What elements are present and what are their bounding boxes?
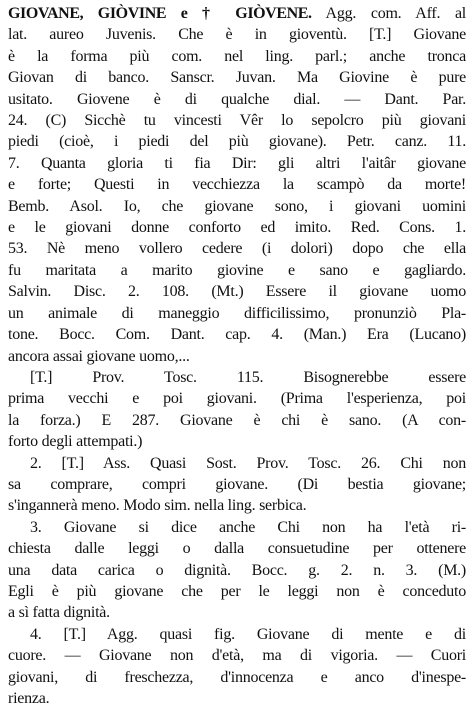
entry-line-14: Salvin. Disc. 2. 108. (Mt.) Essere il giovane uomo bbox=[8, 283, 466, 301]
entry-line-22: 2. [T.] Ass. Quasi Sost. Prov. Tosc. 26. Chi non bbox=[30, 454, 466, 472]
entry-line-16: tone. Bocc. Com. Dant. cap. 4. (Man.) Era (Lucano) bbox=[8, 326, 466, 344]
entry-line-29: a sì fatta dignità. bbox=[8, 604, 110, 622]
entry-line-28: Egli è più giovane che per le leggi non è conceduto bbox=[8, 582, 466, 600]
entry-line-11: e le giovani donne conforto ed imito. Red. Cons. 1. bbox=[8, 219, 466, 237]
entry-line-21: forto degli attempati.) bbox=[8, 433, 143, 451]
entry-line-1-text: Agg. com. Aff. al bbox=[325, 5, 466, 22]
entry-line-20: la forza.) E 287. Giovane è chi è sano. (A con- bbox=[8, 411, 466, 429]
entry-line-17: ancora assai giovane uomo,... bbox=[8, 347, 190, 365]
entry-line-24: s'ingannerà meno. Modo sim. nella ling. serbica. bbox=[8, 497, 307, 515]
headword: GIOVANE, GIÒVINE e † GIÒVENE. bbox=[8, 5, 312, 22]
entry-line-1 bbox=[8, 3, 466, 24]
entry-line-33: rienza. bbox=[8, 690, 50, 707]
entry-line-18: [T.] Prov. Tosc. 115. Bisognerebbe essere bbox=[30, 368, 466, 386]
entry-line-31: cuore. — Giovane non d'età, ma di vigoria. — Cuori bbox=[8, 647, 466, 665]
entry-line-6: 24. (C) Sicchè tu vincesti Vêr lo sepolcro più giovani bbox=[8, 112, 466, 130]
entry-line-19: prima vecchi e poi giovani. (Prima l'esperienza, poi bbox=[8, 390, 466, 408]
entry-line-5: usitato. Giovene è di qualche dial. — Dant. Par. bbox=[8, 90, 466, 108]
entry-line-13: fu maritata a marito giovine e sano e gagliardo. bbox=[8, 261, 466, 279]
entry-line-7: piedi (cioè, i piedi del più giovane). Petr. canz. 11. bbox=[8, 133, 466, 151]
entry-line-3: è la forma più com. nel ling. parl.; anche tronca bbox=[8, 47, 466, 65]
entry-line-26: chiesta dalle leggi o dalla consuetudine per ottenere bbox=[8, 540, 466, 558]
entry-line-10: Bemb. Asol. Io, che giovane sono, i giovani uomini bbox=[8, 197, 466, 215]
entry-line-4: Giovan di banco. Sanscr. Juvan. Ma Giovine è pure bbox=[8, 69, 466, 87]
entry-line-9: e forte; Questi in vecchiezza la scampò da morte! bbox=[8, 176, 466, 194]
entry-line-25: 3. Giovane si dice anche Chi non ha l'età ri- bbox=[30, 518, 466, 536]
entry-line-32: giovani, di freschezza, d'innocenza e anco d'inespe- bbox=[8, 668, 466, 686]
entry-line-12: 53. Nè meno vollero cedere (i dolori) dopo che ella bbox=[8, 240, 466, 258]
entry-line-8: 7. Quanta gloria ti fia Dir: gli altri l'aitâr giovane bbox=[8, 154, 466, 172]
entry-line-27: una data carica o dignità. Bocc. g. 2. n. 3. (M.) bbox=[8, 561, 466, 579]
entry-line-15: un animale di maneggio difficilissimo, pronunziò Pla- bbox=[8, 304, 466, 322]
entry-line-30: 4. [T.] Agg. quasi fig. Giovane di mente e di bbox=[30, 625, 466, 643]
entry-line-23: sa comprare, compri giovane. (Di bestia giovane; bbox=[8, 475, 466, 493]
entry-line-2: lat. aureo Juvenis. Che è in gioventù. [T.] Giovane bbox=[8, 26, 466, 44]
